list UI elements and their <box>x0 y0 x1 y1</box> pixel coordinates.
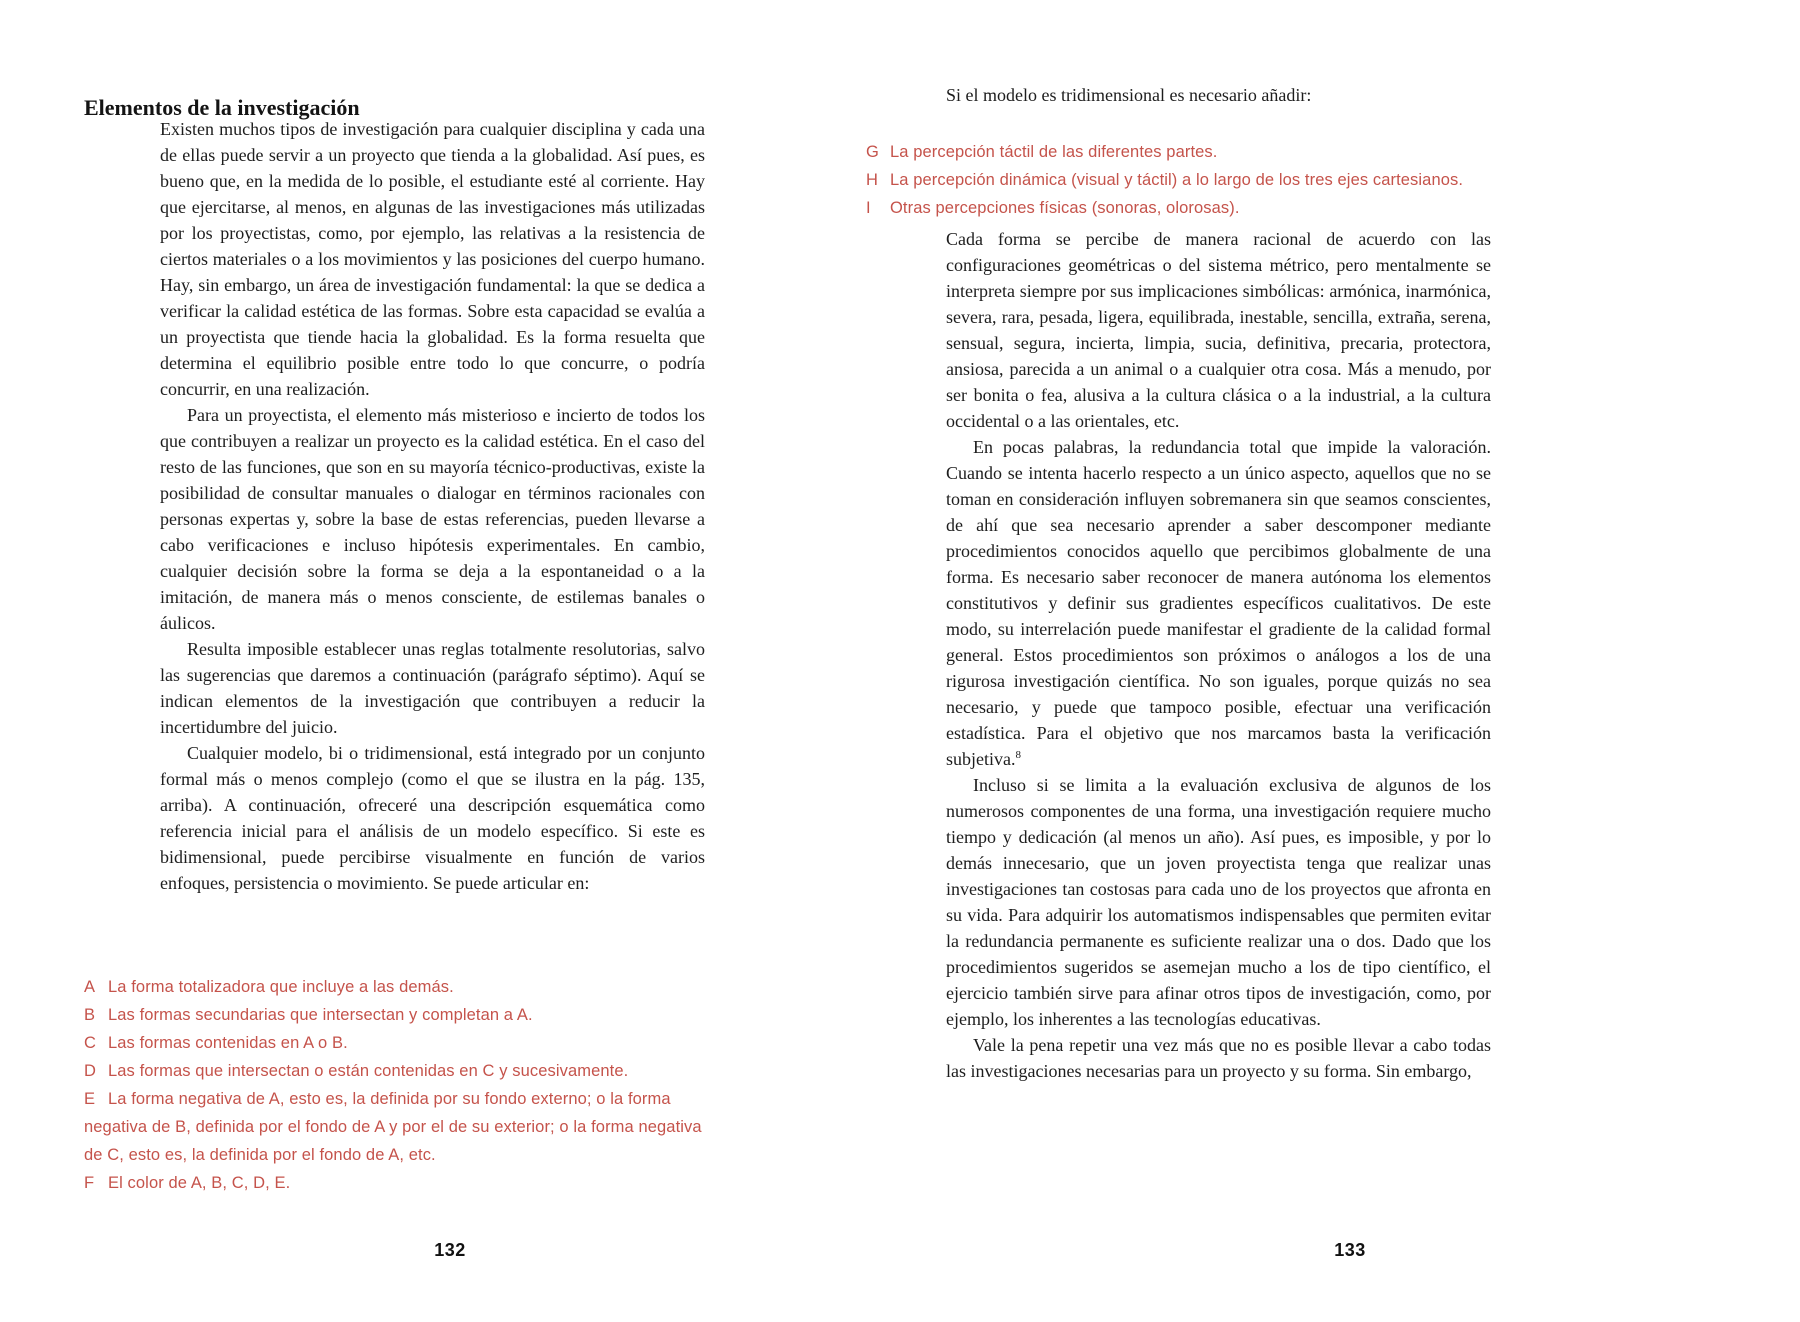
legend-item-letter: A <box>84 978 96 996</box>
legend-item-letter: H <box>866 171 879 189</box>
legend-item-text: La percepción táctil de las diferentes partes. <box>890 143 1218 161</box>
body-paragraph: Existen muchos tipos de investigación para cualquier disciplina y cada una de ellas puede servir a un proyecto que tienda a la globalidad. Así pues, es bueno que, en la medida de lo posible, el estudiante esté al corriente. Hay que ejercitarse, al menos, en algunas de las investigaciones más utilizadas por los proyectistas, como, por ejemplo, las relativas a la resistencia de ciertos materiales o a los movimientos y las posiciones del cuerpo humano. Hay, sin embargo, un área de investigación fundamental: la que se dedica a verificar la calidad estética de las formas. Sobre esta capacidad se evalúa a un proyectista que tiende hacia la globalidad. Es la forma resuelta que determina el equilibrio posible entre todo lo que concurre, o podría concurrir, en una realización. <box>160 119 705 399</box>
section-heading: Elementos de la investigación <box>84 94 360 120</box>
page-number-left: 132 <box>434 1240 466 1260</box>
page-number-right: 133 <box>1334 1240 1366 1260</box>
body-paragraph: Incluso si se limita a la evaluación exclusiva de algunos de los numerosos componentes de una forma, una investigación requiere mucho tiempo y dedicación (al menos un año). Así pues, es imposible, y por lo demás innecesario, que un joven proyectista tenga que realizar unas investigaciones tan costosas para cada uno de los proyectos que afronta en su vida. Para adquirir los automatismos indispensables que permiten evitar la redundancia permanente es suficiente realizar una o dos. Dado que los procedimientos sugeridos se asemejan mucho a los de tipo científico, el ejercicio también sirve para afinar otros tipos de investigación, como, por ejemplo, los inherentes a las tecnologías educativas. <box>946 775 1491 1029</box>
legend-item-letter: I <box>866 199 871 217</box>
intro-line: Si el modelo es tridimensional es necesario añadir: <box>946 85 1312 105</box>
left-legend-list <box>84 973 716 1197</box>
legend-item <box>866 138 1506 166</box>
legend-item-letter: G <box>866 143 879 161</box>
legend-item-text: La percepción dinámica (visual y táctil) a lo largo de los tres ejes cartesianos. <box>890 171 1464 189</box>
legend-item-text: El color de A, B, C, D, E. <box>108 1174 291 1192</box>
footnote-ref: 8 <box>1015 749 1021 761</box>
legend-item <box>84 1057 716 1085</box>
legend-item <box>84 973 716 1001</box>
legend-item <box>84 1029 716 1057</box>
legend-item-text: Las formas que intersectan o están contenidas en C y sucesivamente. <box>108 1062 629 1080</box>
legend-item-text: Otras percepciones físicas (sonoras, olorosas). <box>890 199 1240 217</box>
body-paragraph: Cualquier modelo, bi o tridimensional, está integrado por un conjunto formal más o menos complejo (como el que se ilustra en la pág. 135, arriba). A continuación, ofreceré una descripción esquemática como referencia inicial para el análisis de un modelo específico. Si este es bidimensional, puede percibirse visualmente en función de varios enfoques, persistencia o movimiento. Se puede articular en: <box>160 743 705 893</box>
body-paragraph: En pocas palabras, la redundancia total que impide la valoración. Cuando se intenta hacerlo respecto a un único aspecto, aquellos que no se toman en consideración influyen sobremanera sin que seamos conscientes, de ahí que sea necesario aprender a saber descomponer mediante procedimientos conocidos aquello que percibimos globalmente de una forma. Es necesario saber reconocer de manera autónoma los elementos constitutivos y definir sus gradientes específicos cualitativos. De este modo, su interrelación puede manifestar el gradiente de la calidad formal general. Estos procedimientos son próximos o análogos a los de una rigurosa investigación científica. No son iguales, porque quizás no sea necesario, y puede que tampoco posible, efectuar una verificación estadística. Para el objetivo que nos marcamos basta la verificación subjetiva.$^8$ <box>946 437 1491 769</box>
legend-item-text: Las formas secundarias que intersectan y completan a A. <box>108 1006 533 1024</box>
legend-item-letter: D <box>84 1062 97 1080</box>
legend-item-letter: F <box>84 1174 95 1192</box>
legend-item <box>866 194 1506 222</box>
body-paragraph: Para un proyectista, el elemento más misterioso e incierto de todos los que contribuyen a realizar un proyecto es la calidad estética. En el caso del resto de las funciones, que son en su mayoría técnico-productivas, existe la posibilidad de consultar manuales o dialogar en términos racionales con personas expertas y, sobre la base de estas referencias, pueden llevarse a cabo verificaciones e incluso hipótesis experimentales. En cambio, cualquier decisión sobre la forma se deja a la espontaneidad o a la imitación, de manera más o menos consciente, de estilemas banales o áulicos. <box>160 405 705 633</box>
body-paragraph: Cada forma se percibe de manera racional de acuerdo con las configuraciones geométricas o del sistema métrico, pero mentalmente se interpreta siempre por sus implicaciones simbólicas: armónica, inarmónica, severa, rara, pesada, ligera, equilibrada, inestable, sencilla, extraña, serena, sensual, segura, incierta, limpia, sucia, definitiva, precaria, protectora, ansiosa, parecida a un animal o a cualquier otra cosa. Más a menudo, por ser bonita o fea, alusiva a la cultura clásica o a la industrial, a la cultura occidental o a las orientales, etc. <box>946 229 1491 431</box>
legend-item-text: La forma negativa de A, esto es, la definida por su fondo externo; o la forma negativa de B, definida por el fondo de A y por el de su exterior; o la forma negativa de C, esto es, la definida por el fondo de A, etc. <box>84 1090 702 1164</box>
left-body-column <box>160 116 705 896</box>
legend-item <box>84 1169 716 1197</box>
body-paragraph: Vale la pena repetir una vez más que no es posible llevar a cabo todas las investigaciones necesarias para un proyecto y su forma. Sin embargo, <box>946 1035 1491 1081</box>
legend-item-text: La forma totalizadora que incluye a las demás. <box>108 978 454 996</box>
legend-item <box>84 1085 716 1169</box>
legend-item-text: Las formas contenidas en A o B. <box>108 1034 348 1052</box>
legend-item <box>84 1001 716 1029</box>
legend-item-letter: E <box>84 1090 96 1108</box>
legend-item-letter: B <box>84 1006 96 1024</box>
right-legend-list <box>866 138 1506 222</box>
right-body-column <box>946 226 1491 1084</box>
body-paragraph: Resulta imposible establecer unas reglas totalmente resolutorias, salvo las sugerencias que daremos a continuación (parágrafo séptimo). Aquí se indican elementos de la investigación que contribuyen a reducir la incertidumbre del juicio. <box>160 639 705 737</box>
legend-item <box>866 166 1506 194</box>
legend-item-letter: C <box>84 1034 97 1052</box>
